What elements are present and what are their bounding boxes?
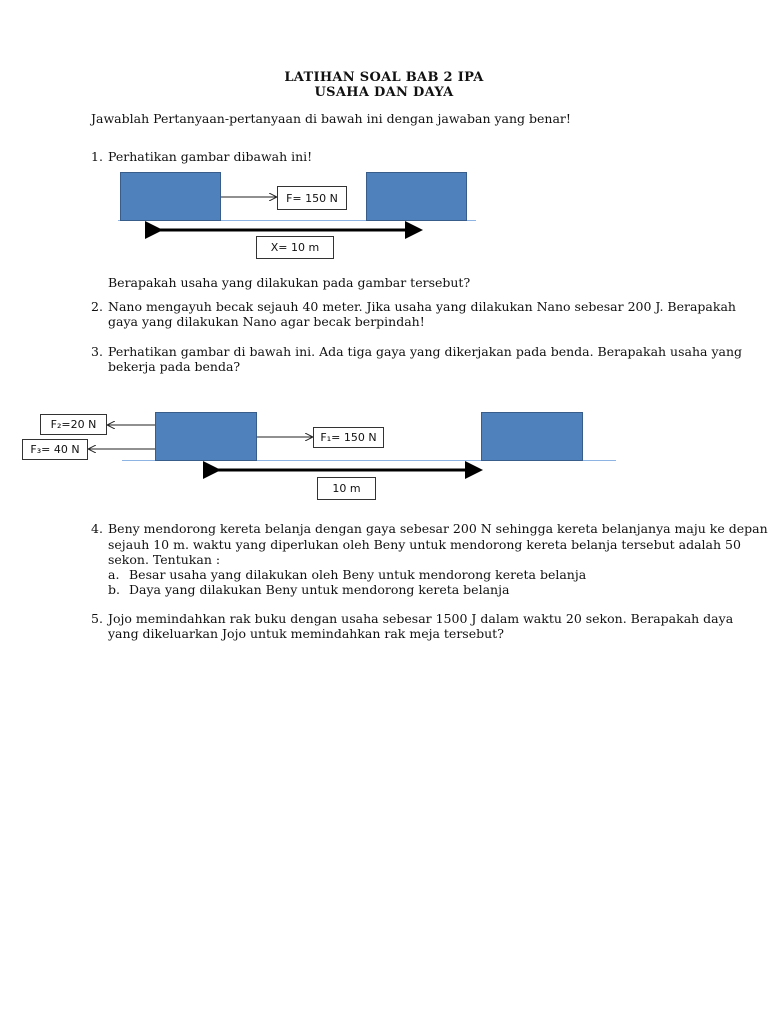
question-text: sejauh 10 m. waktu yang diperlukan oleh Beny untuk mendorong kereta belanja tersebut adalah 50 [108,537,741,552]
force-f1-label: F₁= 150 N [313,427,384,448]
block-final [366,172,467,221]
question-number: 3. [91,344,103,359]
block-initial [155,412,257,461]
sub-question-text: Besar usaha yang dilakukan oleh Beny untuk mendorong kereta belanja [129,567,587,582]
question-text: Perhatikan gambar dibawah ini! [108,149,313,164]
question-number: 1. [91,149,103,164]
sub-question-letter: a. [108,567,120,582]
document-title: LATIHAN SOAL BAB 2 IPA [284,70,484,85]
question-text: Beny mendorong kereta belanja dengan gaya sebesar 200 N sehingga kereta belanjanya maju ke depan [108,521,768,536]
force-f3-label: F₃= 40 N [22,439,88,460]
question-text: Nano mengayuh becak sejauh 40 meter. Jika usaha yang dilakukan Nano sebesar 200 J. Berapakah [108,299,736,314]
force-f2-label: F₂=20 N [40,414,107,435]
question-text: gaya yang dilakukan Nano agar becak berpindah! [108,314,425,329]
question-number: 4. [91,521,103,536]
block-initial [120,172,221,221]
question-text: Perhatikan gambar di bawah ini. Ada tiga gaya yang dikerjakan pada benda. Berapakah usaha yang [108,344,743,359]
question-number: 2. [91,299,103,314]
question-text: Jojo memindahkan rak buku dengan usaha sebesar 1500 J dalam waktu 20 sekon. Berapakah daya [108,611,734,626]
question-text: Berapakah usaha yang dilakukan pada gambar tersebut? [108,275,471,290]
distance-label: X= 10 m [256,236,334,259]
question-text: yang dikeluarkan Jojo untuk memindahkan rak meja tersebut? [108,626,504,641]
sub-question-letter: b. [108,582,120,597]
force-label: F= 150 N [277,186,347,210]
question-text: sekon. Tentukan : [108,552,221,567]
document-subtitle: USAHA DAN DAYA [314,85,454,100]
distance-label: 10 m [317,477,376,500]
block-final [481,412,583,461]
sub-question-text: Daya yang dilakukan Beny untuk mendorong kereta belanja [129,582,510,597]
question-number: 5. [91,611,103,626]
instruction-text: Jawablah Pertanyaan-pertanyaan di bawah ini dengan jawaban yang benar! [91,111,571,126]
question-text: bekerja pada benda? [108,359,241,374]
